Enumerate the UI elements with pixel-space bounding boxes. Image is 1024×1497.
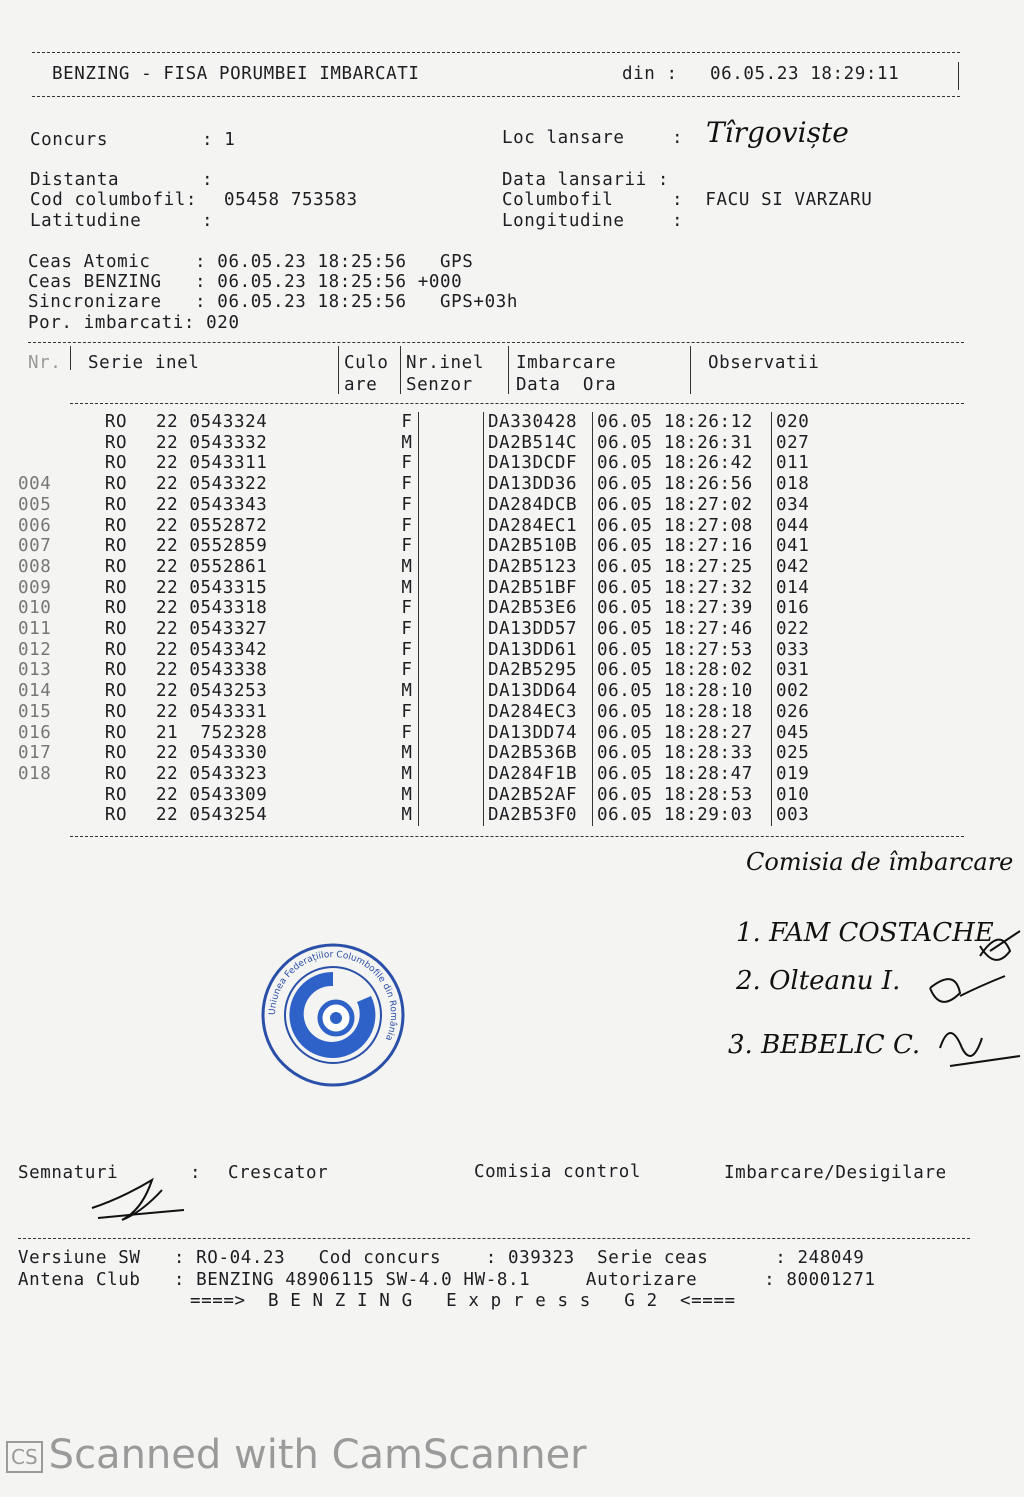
col-header-culoare-1: Culo [344,353,389,373]
cell-color [419,557,484,578]
cell-ring-number: 22 0552872 [156,515,268,536]
handwritten-commission-title: Comisia de îmbarcare [746,848,1014,876]
handwritten-member-1: 1. FAM COSTACHE [736,918,994,948]
cell-ring-number: 22 0543343 [156,494,268,515]
cell-color [419,640,484,661]
cell-observation: 018 [776,474,810,495]
cell-embark-time: 06.05 18:28:02 [593,660,772,681]
distanta-label: Distanta [30,170,120,190]
cell-row-number: 008 [18,556,52,577]
cell-sex: F [401,660,413,681]
cell-ring-number: 22 0543254 [156,805,268,826]
cell-ring-number: 22 0543309 [156,784,268,805]
col-header-observatii: Observatii [708,353,820,373]
cell-country-code: RO [104,598,128,619]
cell-embark-time: 06.05 18:27:53 [593,640,772,661]
signatures-label: Semnaturi [18,1163,119,1183]
longitudine-label: Longitudine [502,211,625,231]
cell-row-number: 010 [18,598,52,619]
cell-country-code: RO [104,743,128,764]
cell-observation: 002 [776,681,810,702]
cell-ring-number: 22 0543332 [156,432,268,453]
cell-sex: F [401,722,413,743]
cell-row-number: 011 [18,619,52,640]
cell-row-number: 007 [18,536,52,557]
cell-row-number: 009 [18,577,52,598]
cell-embark-time: 06.05 18:27:08 [593,516,772,537]
cell-ring-number: 22 0543331 [156,701,268,722]
latitudine-value: : [202,211,214,231]
cell-embark-time: 06.05 18:28:27 [593,723,772,744]
cell-sensor-id: DA13DD61 [484,640,593,661]
cell-observation: 020 [776,412,810,432]
header-right-border [958,62,959,90]
cell-embark-time: 06.05 18:28:53 [593,785,772,806]
cell-sex: M [401,784,413,805]
cell-row-number: 004 [18,474,52,495]
header-bottom-rule [32,96,960,97]
table-row [18,805,836,826]
header-top-rule [32,52,960,53]
columbofil-label: Columbofil [502,190,614,210]
cell-ring-number: 22 0552861 [156,556,268,577]
cell-sex: M [401,681,413,702]
cell-country-code: RO [104,619,128,640]
cell-observation: 041 [776,536,810,557]
cell-sensor-id: DA284F1B [484,764,593,785]
cell-row-number: 015 [18,701,52,722]
footer-line-1: Versiune SW : RO-04.23 Cod concurs : 039323 Serie ceas : 248049 [18,1248,865,1268]
cell-sex: F [401,515,413,536]
cell-country-code: RO [104,722,128,743]
col-header-culoare-2: are [344,375,378,395]
cell-observation: 027 [776,432,810,453]
cell-sex: F [401,701,413,722]
cell-embark-time: 06.05 18:27:02 [593,495,772,516]
cell-sensor-id: DA284EC3 [484,702,593,723]
cell-color [419,785,484,806]
cell-row-number [18,453,76,474]
cell-ring-number: 22 0543311 [156,453,268,474]
latitudine-label: Latitudine [30,211,142,231]
cell-row-number [18,785,76,806]
cell-sensor-id: DA2B5295 [484,660,593,681]
cell-observation: 016 [776,598,810,619]
cell-country-code: RO [104,784,128,805]
cell-color [419,743,484,764]
loc-lansare-colon: : [672,128,684,148]
table-row [18,453,836,474]
cell-embark-time: 06.05 18:27:25 [593,557,772,578]
cell-country-code: RO [104,536,128,557]
cell-ring-number: 22 0543322 [156,474,268,495]
table-row [18,681,836,702]
cell-sensor-id: DA284DCB [484,495,593,516]
cell-sensor-id: DA13DD57 [484,619,593,640]
cell-row-number: 014 [18,681,52,702]
camscanner-logo-icon: CS [6,1441,43,1473]
cell-row-number [18,433,76,454]
cell-embark-time: 06.05 18:29:03 [593,805,772,826]
cell-sensor-id: DA2B514C [484,433,593,454]
cell-color [419,578,484,599]
loc-lansare-label: Loc lansare [502,128,625,148]
cell-observation: 044 [776,515,810,536]
date-label: din : [622,64,678,84]
col-header-imbarcare-1: Imbarcare [516,353,617,373]
cell-color [419,723,484,744]
concurs-label: Concurs [30,130,108,150]
footer-line-3: ====> B E N Z I N G E x p r e s s G 2 <==== [190,1291,736,1311]
signatures-colon: : [190,1163,202,1183]
cell-ring-number: 22 0543318 [156,598,268,619]
cell-country-code: RO [104,432,128,453]
cell-country-code: RO [104,763,128,784]
observatii-col-divider [690,346,691,394]
data-lansarii-label: Data lansarii : [502,170,670,190]
cell-row-number: 013 [18,660,52,681]
cell-sensor-id: DA2B536B [484,743,593,764]
table-row [18,785,836,806]
table-row [18,578,836,599]
cell-sex: F [401,598,413,619]
cell-observation: 010 [776,784,810,805]
loc-lansare-handwritten: Tîrgoviște [706,116,849,149]
camscanner-watermark [6,1432,587,1478]
cell-ring-number: 22 0543342 [156,639,268,660]
cell-sensor-id: DA13DD36 [484,474,593,495]
cell-embark-time: 06.05 18:27:16 [593,536,772,557]
cell-sex: F [401,453,413,474]
ceas-atomic: Ceas Atomic : 06.05.23 18:25:56 GPS [28,252,474,272]
cell-color [419,764,484,785]
cell-color [419,660,484,681]
table-row [18,536,836,557]
handwritten-member-3: 3. BEBELIC C. [728,1030,921,1060]
stamp-ring-text: Uniunea Federațiilor Columbofile din România [267,949,399,1043]
cell-sensor-id: DA2B5123 [484,557,593,578]
cell-sex: M [401,743,413,764]
cell-color [419,536,484,557]
cell-sex: M [401,432,413,453]
cell-observation: 026 [776,701,810,722]
cell-sensor-id: DA2B52AF [484,785,593,806]
cell-embark-time: 06.05 18:26:12 [593,412,772,433]
cell-color [419,619,484,640]
col-header-serie: Serie inel [88,353,200,373]
cell-country-code: RO [104,453,128,474]
cell-embark-time: 06.05 18:27:39 [593,598,772,619]
cell-country-code: RO [104,556,128,577]
cell-observation: 042 [776,556,810,577]
cell-embark-time: 06.05 18:26:31 [593,433,772,454]
cell-ring-number: 22 0552859 [156,536,268,557]
cell-country-code: RO [104,639,128,660]
cell-observation: 034 [776,494,810,515]
col-header-nrinel-1: Nr.inel [406,353,484,373]
cell-color [419,453,484,474]
cell-ring-number: 22 0543253 [156,681,268,702]
table-row [18,495,836,516]
cell-row-number [18,805,76,826]
cell-embark-time: 06.05 18:26:56 [593,474,772,495]
cell-sex: F [401,474,413,495]
table-row [18,433,836,454]
footer-rule [18,1238,970,1239]
signature-imbarcare-label: Imbarcare/Desigilare [724,1163,947,1183]
handwritten-member-2: 2. Olteanu I. [736,966,901,996]
cell-color [419,805,484,826]
table-row [18,516,836,537]
cell-sensor-id: DA284EC1 [484,516,593,537]
table-row [18,723,836,744]
cell-sensor-id: DA2B53E6 [484,598,593,619]
breeder-signature-scribble [88,1172,188,1232]
cell-embark-time: 06.05 18:28:18 [593,702,772,723]
cell-country-code: RO [104,494,128,515]
table-row [18,640,836,661]
cell-sex: M [401,577,413,598]
nr-col-divider [70,346,71,370]
cell-country-code: RO [104,701,128,722]
col-header-nr: Nr. [28,353,62,373]
table-row [18,743,836,764]
cell-ring-number: 22 0543338 [156,660,268,681]
cell-sex: F [401,639,413,660]
cell-country-code: RO [104,660,128,681]
cell-sensor-id: DA13DD64 [484,681,593,702]
date-value: 06.05.23 18:29:11 [710,64,900,84]
signature-comisia-label: Comisia control [474,1162,642,1182]
cell-sex: M [401,556,413,577]
cell-observation: 011 [776,453,810,474]
imbarcare-col-divider [508,346,509,394]
columbofil-value: : FACU SI VARZARU [672,190,873,210]
commission-signatures-scribble [920,926,1024,1076]
cod-columbofil-label: Cod columbofil: [30,190,198,210]
cell-embark-time: 06.05 18:28:47 [593,764,772,785]
cell-ring-number: 22 0543327 [156,619,268,640]
table-row [18,598,836,619]
federation-stamp [258,940,408,1090]
col-header-imbarcare-2: Data Ora [516,375,617,395]
cell-sensor-id: DA330428 [484,412,593,433]
cell-row-number: 016 [18,722,52,743]
cell-observation: 031 [776,660,810,681]
table-row [18,412,836,433]
cell-row-number: 006 [18,515,52,536]
distanta-value: : [202,170,214,190]
cell-color [419,412,484,433]
cell-sex: F [401,412,413,432]
ceas-benzing: Ceas BENZING : 06.05.23 18:25:56 +000 [28,272,463,292]
pigeon-table [18,412,836,826]
culoare-col-divider [338,346,339,394]
cell-observation: 045 [776,722,810,743]
cell-country-code: RO [104,515,128,536]
cell-sex: F [401,619,413,640]
concurs-value: : 1 [202,130,236,150]
cell-sensor-id: DA13DCDF [484,453,593,474]
cell-sensor-id: DA13DD74 [484,723,593,744]
table-bottom-rule [70,836,964,837]
col-header-nrinel-2: Senzor [406,375,473,395]
longitudine-value: : [672,211,684,231]
cod-columbofil-value: 05458 753583 [224,190,358,210]
cell-observation: 003 [776,805,810,826]
cell-row-number: 017 [18,743,52,764]
cell-sex: F [401,536,413,557]
cell-embark-time: 06.05 18:27:32 [593,578,772,599]
cell-country-code: RO [104,412,128,432]
cell-row-number: 012 [18,639,52,660]
table-row [18,660,836,681]
cell-ring-number: 22 0543315 [156,577,268,598]
table-row [18,474,836,495]
table-row [18,702,836,723]
table-row [18,619,836,640]
cell-observation: 033 [776,639,810,660]
cell-sensor-id: DA2B510B [484,536,593,557]
cell-embark-time: 06.05 18:28:33 [593,743,772,764]
document-title: BENZING - FISA PORUMBEI IMBARCATI [52,64,420,84]
cell-country-code: RO [104,805,128,826]
camscanner-text: Scanned with CamScanner [48,1432,587,1478]
cell-row-number: 018 [18,763,52,784]
cell-observation: 022 [776,619,810,640]
cell-ring-number: 22 0543323 [156,763,268,784]
cell-ring-number: 22 0543330 [156,743,268,764]
cell-sex: M [401,763,413,784]
cell-color [419,516,484,537]
cell-color [419,495,484,516]
cell-country-code: RO [104,681,128,702]
table-row [18,764,836,785]
table-header-rule [70,403,964,404]
cell-color [419,598,484,619]
cell-embark-time: 06.05 18:28:10 [593,681,772,702]
cell-color [419,433,484,454]
cell-row-number: 005 [18,494,52,515]
table-top-rule [28,342,964,343]
cell-color [419,681,484,702]
signature-crescator-label: Crescator [228,1163,329,1183]
cell-observation: 019 [776,763,810,784]
cell-color [419,702,484,723]
cell-embark-time: 06.05 18:27:46 [593,619,772,640]
sincronizare: Sincronizare : 06.05.23 18:25:56 GPS+03h [28,292,518,312]
cell-embark-time: 06.05 18:26:42 [593,453,772,474]
cell-ring-number: 22 0543324 [156,412,268,432]
cell-ring-number: 21 752328 [156,722,268,743]
senzor-col-divider [400,346,401,394]
cell-country-code: RO [104,474,128,495]
cell-sensor-id: DA2B51BF [484,578,593,599]
footer-line-2: Antena Club : BENZING 48906115 SW-4.0 HW-8.1 Autorizare : 80001271 [18,1270,876,1290]
porumbei-imbarcati: Por. imbarcati: 020 [28,313,240,333]
cell-sex: M [401,805,413,826]
cell-observation: 014 [776,577,810,598]
table-row [18,557,836,578]
cell-sex: F [401,494,413,515]
cell-country-code: RO [104,577,128,598]
cell-color [419,474,484,495]
cell-sensor-id: DA2B53F0 [484,805,593,826]
cell-row-number [18,412,76,433]
cell-observation: 025 [776,743,810,764]
